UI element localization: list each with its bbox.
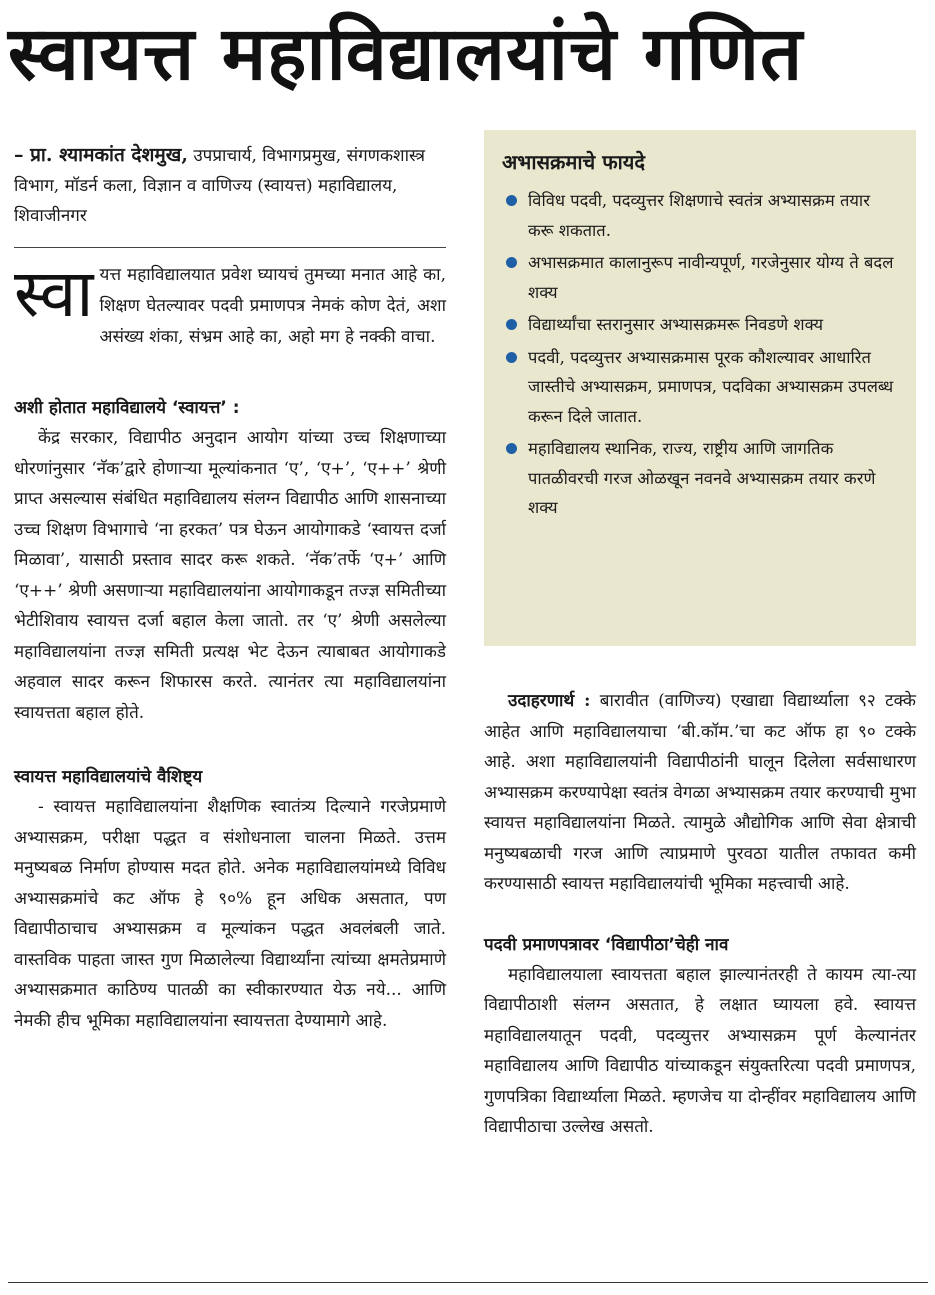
bullet-dot-icon [506,257,517,268]
intro-dropcap: स्वा [14,255,94,332]
bullet-dot-icon [506,319,517,330]
intro-paragraph [14,255,446,353]
benefits-box [484,130,916,646]
left-column [14,140,446,1036]
bullet-dot-icon [506,195,517,206]
benefit-item: अभासक्रमात कालानुरूप नावीन्यपूर्ण, गरजेनुसार योग्य ते बदल शक्य [502,248,898,307]
byline-role: उपप्राचार्य, विभागप्रमुख, संगणकशास्त्र विभाग, मॉडर्न कला, विज्ञान व वाणिज्य (स्वायत्त) महाविद्यालय, शिवाजीनगर [14,146,425,226]
section-heading-features: स्वायत्त महाविद्यालयांचे वैशिष्ट्य [14,767,203,787]
benefit-item: विविध पदवी, पदव्युत्तर शिक्षणाचे स्वतंत्र अभ्यासक्रम तयार करू शकतात. [502,186,898,245]
example-label: उदाहरणार्थ : [508,691,591,711]
benefit-item: महाविद्यालय स्थानिक, राज्य, राष्ट्रीय आणि जागतिक पातळीवरची गरज ओळखून नवनवे अभ्यासक्रम तयार करणे शक्य [502,434,898,523]
benefit-item: पदवी, पदव्युत्तर अभ्यासक्रमास पूरक कौशल्यावर आधारित जास्तीचे अभ्यासक्रम, प्रमाणपत्र, पदविका अभ्यासक्रम उपलब्ध करून दिले जातात. [502,343,898,432]
benefit-item: विद्यार्थ्यांचा स्तरानुसार अभ्यासक्रमरू निवडणे शक्य [502,310,898,340]
section-body-features: - स्वायत्त महाविद्यालयांना शैक्षणिक स्वातंत्र्य दिल्याने गरजेप्रमाणे अभ्यासक्रम, परीक्षा पद्धत व संशोधनाला चालना मिळते. उत्तम मनुष्यबळ निर्माण होण्यास मदत होते. अनेक महाविद्यालयांमध्ये विविध अभ्यासक्रमांचे कट ऑफ हे ९०% हून अधिक असतात, पण विद्यापीठाचाच अभ्यासक्रम व मूल्यांकन पद्धत अवलंबली जाते. वास्तविक पाहता जास्त गुण मिळालेल्या विद्यार्थ्यांना त्यांच्या क्षमतेप्रमाणे अभ्यासक्रमात काठिण्य पातळी का स्वीकारण्यात येऊ नये... आणि नेमकी हीच भूमिका महाविद्यालयांना स्वायत्तता देण्यामागे आहे. [14,797,446,1031]
right-column [484,130,916,1143]
section-heading-autonomous: अशी होतात महाविद्यालये ‘स्वायत्त’ : [14,398,240,418]
bullet-dot-icon [506,443,517,454]
example-paragraph [484,686,916,900]
byline [14,140,446,231]
benefits-title: अभासक्रमाचे फायदे [502,150,646,174]
section-body-certificate: महाविद्यालयाला स्वायत्तता बहाल झाल्यानंतरही ते कायम त्या-त्या विद्यापीठाशी संलग्न असतात, हे लक्षात घ्यायला हवे. स्वायत्त महाविद्यालयातून पदवी, पदव्युत्तर अभ्यासक्रम पूर्ण केल्यानंतर महाविद्यालय आणि विद्यापीठ यांच्याकडून संयुक्तरित्या पदवी प्रमाणपत्र, गुणपत्रिका विद्यार्थ्याला मिळते. म्हणजेच या दोन्हींवर महाविद्यालय आणि विद्यापीठाचा उल्लेख असतो. [484,964,916,1137]
headline: स्वायत्त महाविद्यालयांचे गणित [8,11,804,97]
section-heading-certificate: पदवी प्रमाणपत्रावर ‘विद्यापीठा’चेही नाव [484,934,729,955]
intro-text: यत्त महाविद्यालयात प्रवेश घ्यायचं तुमच्या मनात आहे का, शिक्षण घेतल्यावर पदवी प्रमाणपत्र नेमकं कोण देतं, अशा असंख्य शंका, संभ्रम आहे का, अहो मग हे नक्की वाचा. [99,265,446,347]
byline-author: – प्रा. श्यामकांत देशमुख, [14,144,188,166]
bullet-dot-icon [506,352,517,363]
byline-divider [14,247,446,248]
section-body-autonomous: केंद्र सरकार, विद्यापीठ अनुदान आयोग यांच्या उच्च शिक्षणाच्या धोरणांनुसार ‘नॅक’द्वारे होणाऱ्या मूल्यांकनात ‘ए’, ‘ए+’, ‘ए++’ श्रेणी प्राप्त असल्यास संबंधित महाविद्यालय संलग्न विद्यापीठ आणि शासनाच्या उच्च शिक्षण विभागाचे ‘ना हरकत’ पत्र घेऊन आयोगाकडे ‘स्वायत्त दर्जा मिळावा’, यासाठी प्रस्ताव सादर करू शकते. ‘नॅक’तर्फे ‘ए+’ आणि ‘ए++’ श्रेणी असणाऱ्या महाविद्यालयांना आयोगाकडून तज्ज्ञ समितीच्या भेटीशिवाय स्वायत्त दर्जा बहाल केला जातो. तर ‘ए’ श्रेणी असलेल्या महाविद्यालयांना तज्ज्ञ समिती प्रत्यक्ष भेट देऊन त्याबाबत आयोगाकडे अहवाल सादर करून शिफारस करते. त्यानंतर त्या महाविद्यालयांना स्वायत्तता बहाल होते. [14,428,446,723]
benefits-list [502,186,898,523]
example-text: बारावीत (वाणिज्य) एखाद्या विद्यार्थ्याला ९२ टक्के आहेत आणि महाविद्यालयाचा ‘बी.कॉम.’चा कट ऑफ हा ९० टक्के आहे. अशा महाविद्यालयांनी विद्यापीठांनी घालून दिलेला सर्वसाधारण अभ्यासक्रम करण्यापेक्षा स्वतंत्र वेगळा अभ्यासक्रम तयार करण्याची मुभा स्वायत्त महाविद्यालयांना मिळते. त्यामुळे औद्योगिक आणि सेवा क्षेत्राची मनुष्यबळाची गरज आणि त्याप्रमाणे पुरवठा यातील तफावत कमी करण्यासाठी स्वायत्त महाविद्यालयांची भूमिका महत्त्वाची आहे. [484,691,916,894]
bottom-divider [8,1282,928,1283]
